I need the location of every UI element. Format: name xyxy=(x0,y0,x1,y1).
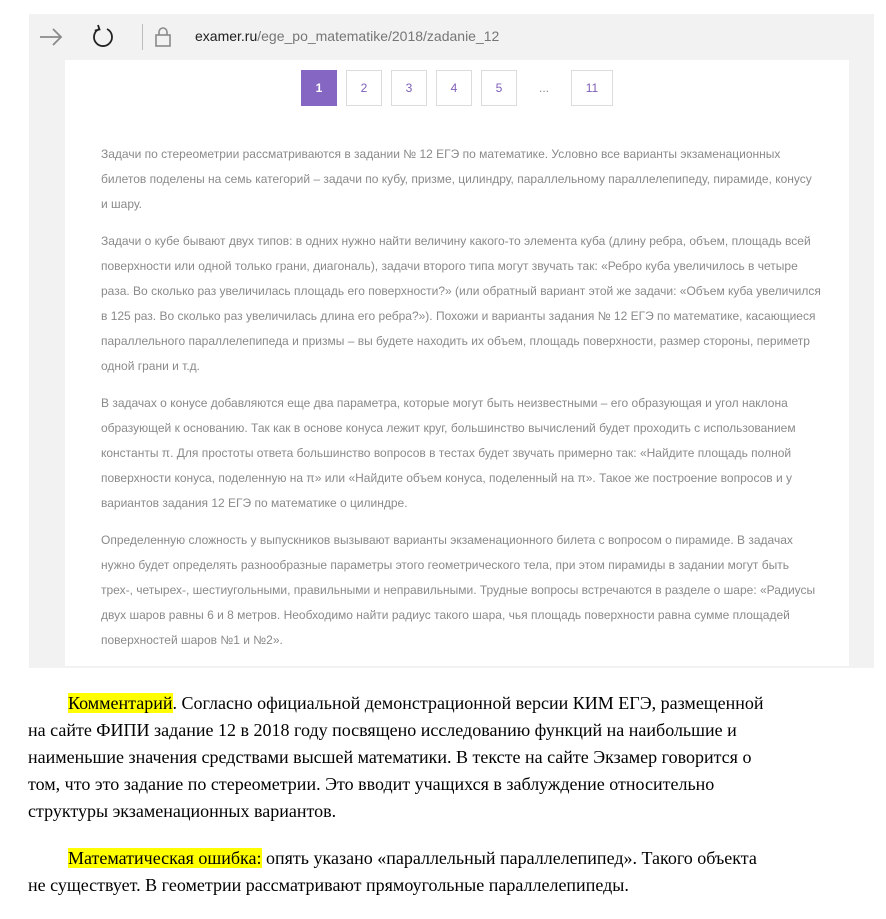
page-button-2[interactable]: 2 xyxy=(346,70,382,106)
article-text xyxy=(101,142,821,665)
commentary-paragraph: Комментарий. Согласно официальной демонстрационной версии КИМ ЕГЭ, размещенной на сайте ФИПИ задание 12 в 2018 году посвящено исследованию функций на наибольшие и наименьшие значения средствами высшей математики. В тексте на сайте Экзамер говорится о том, что это задание по стереометрии. Это вводит учащихся в заблуждение относительно структуры экзаменационных вариантов. xyxy=(28,693,764,821)
refresh-button[interactable] xyxy=(89,23,117,51)
document-body xyxy=(28,690,860,919)
math-error-label: Математическая ошибка: xyxy=(68,848,262,868)
address-separator xyxy=(142,24,143,50)
lock-icon xyxy=(153,26,173,48)
article-paragraph: В задачах о конусе добавляются еще два параметра, которые могут быть неизвестными – его образующая и угол наклона образующей к основанию. Так как в основе конуса лежит круг, большинство вычислений будет проходить с использованием константы π. Для простоты ответа большинство вопросов в тестах будет звучать примерно так: «Найдите площадь полной поверхности конуса, поделенную на π» или «Найдите объем конуса, поделенный на π». Такое же построение вопросов и у вариантов задания 12 ЕГЭ по математике о цилиндре. xyxy=(101,396,796,510)
refresh-icon xyxy=(90,24,116,50)
article-paragraph: Задачи о кубе бывают двух типов: в одних нужно найти величину какого-то элемента куба (длину ребра, объем, площадь всей поверхности или одной только грани, диагональ), задачи второго типа могут звучать так: «Ребро куба увеличилось в четыре раза. Во сколько раз увеличилась площадь его поверхности?» (или обратный вариант этой же задачи: «Объем куба увеличился в 125 раз. Во сколько раз увеличилась длина его ребра?»). Похожи и варианты задания № 12 ЕГЭ по математике, касающиеся параллельного параллелепипеда и призмы – вы будете находить их объем, площадь поверхности, размер стороны, периметр одной грани и т.д. xyxy=(101,234,821,373)
browser-address-bar xyxy=(29,14,874,60)
page-button-1[interactable]: 1 xyxy=(301,70,337,106)
page-button-5[interactable]: 5 xyxy=(481,70,517,106)
url-field[interactable] xyxy=(195,28,499,44)
web-content-panel xyxy=(65,60,849,666)
forward-button[interactable] xyxy=(37,23,65,51)
embedded-screenshot xyxy=(29,14,874,668)
article-paragraph: Определенную сложность у выпускников вызывают варианты экзаменационного билета с вопросом о пирамиде. В задачах нужно будет определять разнообразные параметры этого геометрического тела, при этом пирамиды в задании могут быть трех-, четырех-, шестиугольными, правильными и неправильными. Трудные вопросы встречаются в разделе о шаре: «Радиусы двух шаров равны 6 и 8 метров. Необходимо найти радиус такого шара, чья площадь поверхности равна сумме площадей поверхностей шаров №1 и №2». xyxy=(101,533,816,647)
page-button-3[interactable]: 3 xyxy=(391,70,427,106)
arrow-right-icon xyxy=(38,27,64,47)
url-path: /ege_po_matematike/2018/zadanie_12 xyxy=(257,28,500,44)
article-paragraph: Задачи по стереометрии рассматриваются в задании № 12 ЕГЭ по математике. Условно все варианты экзаменационных билетов поделены на семь категорий – задачи по кубу, призме, цилиндру, параллельному параллелепипеду, пирамиде, конусу и шару. xyxy=(101,147,812,211)
math-error-paragraph: Математическая ошибка: опять указано «параллельный параллелепипед». Такого объекта не существует. В геометрии рассматривают прямоугольные параллелепипеды. xyxy=(28,848,757,895)
page-ellipsis: ... xyxy=(526,70,562,106)
page-button-11[interactable]: 11 xyxy=(571,70,613,106)
url-domain: examer.ru xyxy=(195,28,258,44)
page-button-4[interactable]: 4 xyxy=(436,70,472,106)
commentary-label: Комментарий xyxy=(68,693,173,713)
